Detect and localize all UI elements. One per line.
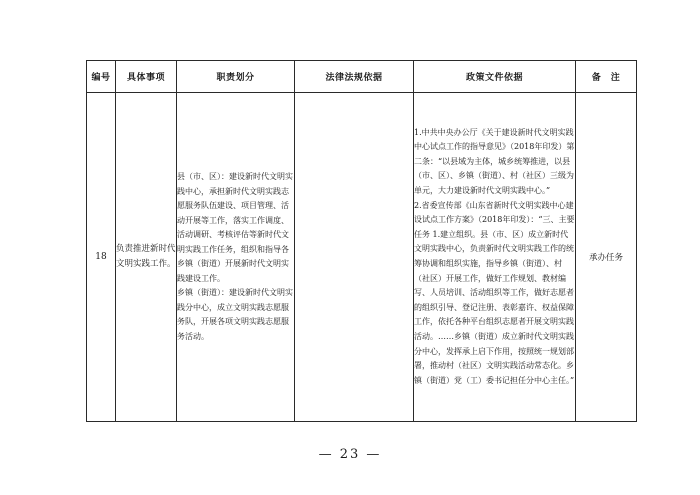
header-remark: 备 注 — [576, 61, 637, 93]
policy-item-2: 2.省委宣传部《山东省新时代文明实践中心建设试点工作方案》（2018年印发）：“三、主要任务 1.建立组织。县（市、区）成立新时代文明实践中心，负责新时代文明实践工作的统筹协调和组织实施，指导乡镇（街道）、村（社区）开展工作，做好工作规划、教材编写、人员培训、活动组织等工作，做好志愿者的组织引导、登记注册、表彰嘉许、权益保障工作，依托各种平台组织志愿者开展文明实践活动。……乡镇（街道）成立新时代文明实践分中心，发挥承上启下作用，按照统一规划部署，推动村（社区）文明实践活动常态化。乡镇（街道）党（工）委书记担任分中心主任。” — [414, 200, 575, 385]
cell-policy — [414, 93, 576, 422]
header-item: 具体事项 — [116, 61, 177, 93]
header-number: 编号 — [87, 61, 116, 93]
cell-duty — [177, 93, 295, 422]
cell-item: 负责推进新时代文明实践工作。 — [116, 93, 177, 422]
duty-county: 县（市、区）：建设新时代文明实践中心，承担新时代文明实践志愿服务队伍建设、项目管理、活动开展等工作，落实工作调度、活动调研、考核评估等新时代文明实践工作任务，组织和指导各乡镇（街道）开展新时代文明实践建设工作。 — [177, 172, 293, 283]
cell-number: 18 — [87, 93, 116, 422]
table-row — [87, 93, 637, 422]
table-header-row — [87, 61, 637, 93]
header-policy: 政策文件依据 — [414, 61, 576, 93]
cell-law — [295, 93, 414, 422]
page-number: — 23 — — [318, 447, 382, 462]
policy-item-1: 1.中共中央办公厅《关于建设新时代文明实践中心试点工作的指导意见》（2018年印发）第二条：“以县域为主体，城乡统筹推进，以县（市、区）、乡镇（街道）、村（社区）三级为单元，大力建设新时代文明实践中心。” — [414, 127, 575, 196]
responsibility-table — [86, 60, 637, 422]
header-duty: 职责划分 — [177, 61, 295, 93]
duty-township: 乡镇（街道）：建设新时代文明实践分中心，成立文明实践志愿服务队，开展各项文明实践志愿服务活动。 — [177, 288, 293, 341]
header-law: 法律法规依据 — [295, 61, 414, 93]
cell-remark: 承办任务 — [576, 93, 637, 422]
